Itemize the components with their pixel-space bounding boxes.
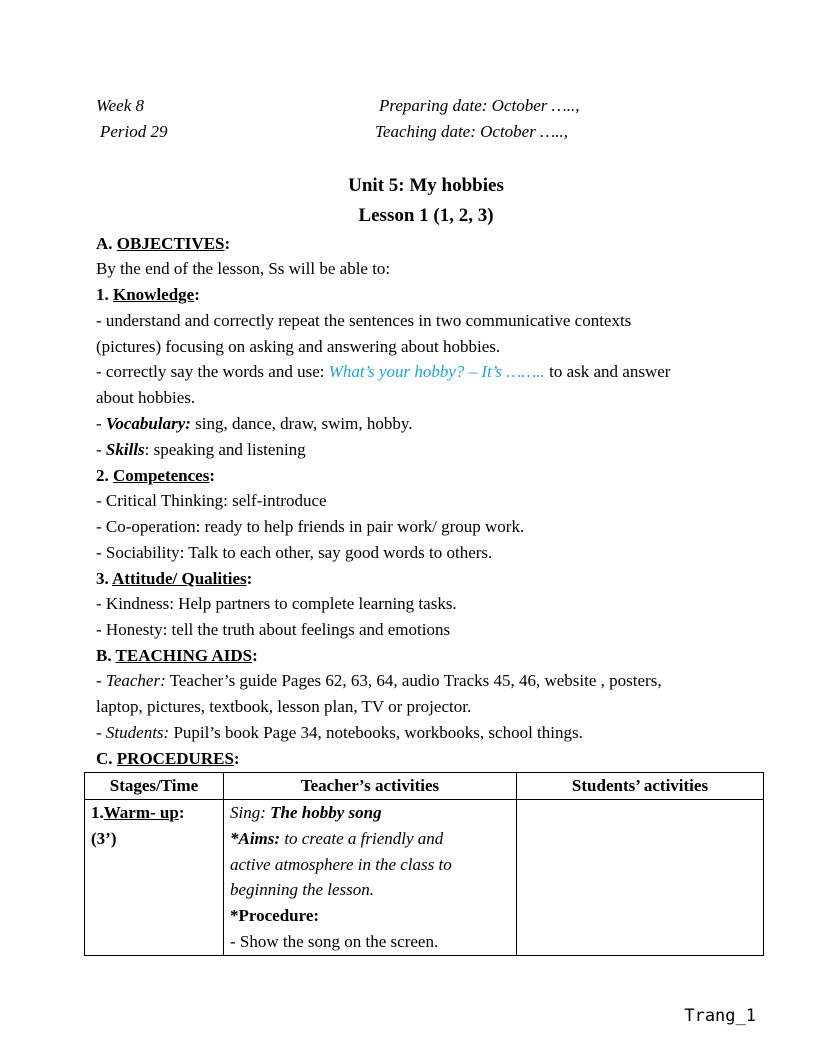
section-letter: B. — [96, 646, 116, 665]
stage-name-text: Warm- up — [103, 803, 179, 822]
section-letter: A. — [96, 234, 117, 253]
bullet-dash: - — [96, 440, 106, 459]
knowledge-line-4: about hobbies. — [96, 388, 196, 407]
unit-title: Unit 5: My hobbies — [348, 175, 504, 196]
skills-label: Skills — [105, 440, 145, 459]
attitude-heading — [96, 569, 252, 589]
teacher-aids-text: Teacher’s guide Pages 62, 63, 64, audio Tracks 45, 46, website , posters, — [165, 671, 662, 690]
knowledge-line-3 — [96, 362, 670, 382]
lesson-title: Lesson 1 (1, 2, 3) — [358, 205, 494, 226]
subsection-colon: : — [246, 569, 253, 588]
aims-label: *Aims: — [230, 828, 281, 848]
bullet-dash: - — [96, 671, 106, 690]
column-header-students: Students’ activities — [517, 773, 764, 800]
table-header-row — [85, 773, 764, 800]
stage-time: (3’) — [91, 828, 117, 848]
teaching-date: Teaching date: October ….., — [375, 122, 568, 141]
section-heading-text: OBJECTIVES — [116, 234, 225, 253]
subsection-number: 1. — [96, 285, 113, 304]
skills-line — [96, 440, 306, 460]
preparing-date: Preparing date: October ….., — [379, 96, 580, 115]
skills-text: : speaking and listening — [144, 440, 306, 459]
column-header-stages: Stages/Time — [85, 773, 224, 800]
teacher-activities-cell — [224, 800, 517, 956]
subsection-heading-text: Knowledge — [113, 285, 195, 304]
section-letter: C. — [96, 749, 117, 768]
competence-1: - Critical Thinking: self-introduce — [96, 491, 327, 510]
aims-text: to create a friendly and — [280, 828, 444, 848]
section-colon: : — [252, 646, 258, 665]
students-label: Students: — [105, 723, 170, 742]
subsection-heading-text: Attitude/ Qualities — [112, 569, 247, 588]
knowledge-line-2: (pictures) focusing on asking and answering about hobbies. — [96, 337, 501, 356]
knowledge-line-1: - understand and correctly repeat the sentences in two communicative contexts — [96, 311, 632, 330]
subsection-colon: : — [194, 285, 200, 304]
teacher-aids-line-2: laptop, pictures, textbook, lesson plan, TV or projector. — [96, 697, 472, 716]
vocabulary-line — [96, 414, 413, 434]
section-colon: : — [233, 749, 240, 768]
sing-label: Sing: — [230, 803, 271, 822]
knowledge-line-3-text: - correctly say the words and use: — [96, 362, 329, 381]
competence-2: - Co-operation: ready to help friends in pair work/ group work. — [96, 517, 525, 536]
aims-line-2: active atmosphere in the class to — [230, 854, 452, 874]
students-activities-cell — [517, 800, 764, 956]
subsection-colon: : — [209, 466, 215, 485]
bullet-dash: - — [96, 414, 106, 433]
section-colon: : — [224, 234, 231, 253]
teacher-aids-line-1 — [96, 671, 662, 691]
competences-heading — [96, 466, 215, 486]
procedure-label: *Procedure: — [230, 906, 320, 926]
bullet-dash: - — [96, 723, 106, 742]
procedures-table — [84, 772, 764, 956]
subsection-number: 3. — [96, 569, 113, 588]
section-heading-text: TEACHING AIDS — [115, 646, 253, 665]
sing-line — [230, 800, 510, 826]
attitude-1: - Kindness: Help partners to complete learning tasks. — [96, 594, 457, 613]
students-aids-line — [96, 723, 583, 743]
procedure-step: - Show the song on the screen. — [230, 931, 439, 951]
aims-line-1 — [230, 826, 510, 852]
knowledge-heading — [96, 285, 200, 305]
section-heading-text: PROCEDURES — [116, 749, 234, 768]
stage-cell — [85, 800, 224, 956]
stage-colon: : — [178, 803, 185, 822]
teaching-aids-heading — [96, 646, 258, 666]
competence-3: - Sociability: Talk to each other, say good words to others. — [96, 543, 493, 562]
objectives-intro: By the end of the lesson, Ss will be able to: — [96, 259, 391, 278]
vocabulary-text: sing, dance, draw, swim, hobby. — [190, 414, 413, 433]
procedures-heading — [96, 749, 240, 769]
attitude-2: - Honesty: tell the truth about feelings and emotions — [96, 620, 451, 639]
song-title: The hobby song — [270, 803, 382, 822]
students-aids-text: Pupil’s book Page 34, notebooks, workbooks, school things. — [169, 723, 583, 742]
subsection-heading-text: Competences — [113, 466, 210, 485]
period-label: Period 29 — [100, 122, 168, 141]
vocabulary-label: Vocabulary: — [105, 414, 191, 433]
aims-line-3: beginning the lesson. — [230, 880, 375, 900]
stage-number: 1. — [91, 803, 104, 822]
column-header-teacher: Teacher’s activities — [224, 773, 517, 800]
table-row — [85, 800, 764, 956]
week-label: Week 8 — [96, 96, 144, 115]
teacher-label: Teacher: — [105, 671, 166, 690]
page-number: Trang_1 — [684, 1006, 756, 1026]
subsection-number: 2. — [96, 466, 113, 485]
target-phrase: What’s your hobby? – It’s …….. — [328, 362, 545, 381]
knowledge-line-3-end: to ask and answer — [544, 362, 671, 381]
stage-name — [91, 800, 217, 826]
objectives-heading — [96, 234, 230, 254]
